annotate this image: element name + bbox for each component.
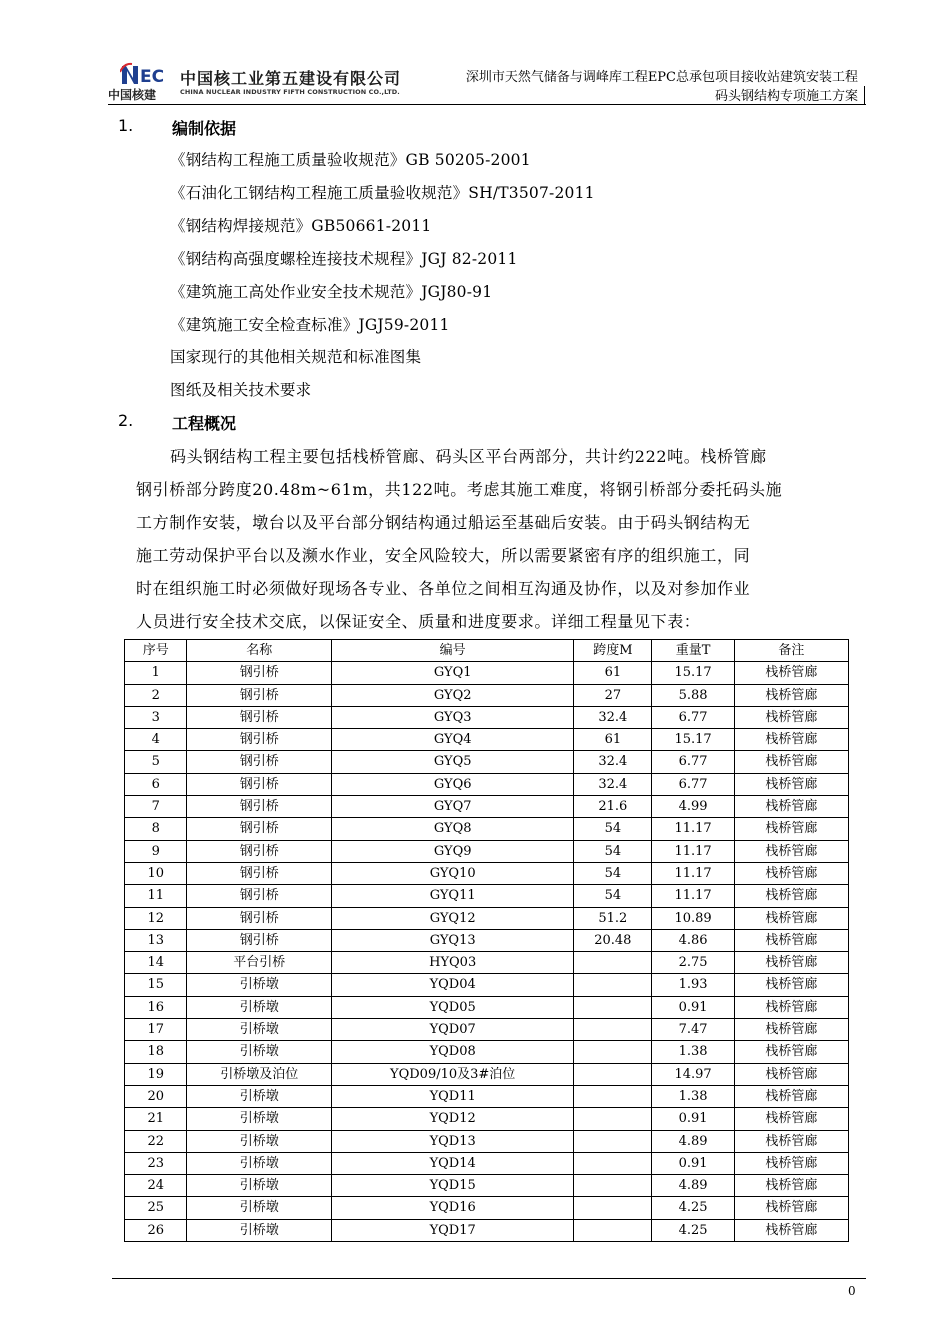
table-cell: 栈桥管廊 <box>734 818 848 840</box>
table-cell: GYQ7 <box>332 796 574 818</box>
table-cell: 11 <box>125 885 187 907</box>
table-row <box>125 1130 849 1152</box>
table-cell: GYQ3 <box>332 706 574 728</box>
table-cell: 10 <box>125 862 187 884</box>
table-cell: 栈桥管廊 <box>734 729 848 751</box>
table-cell: 栈桥管廊 <box>734 996 848 1018</box>
column-header: 序号 <box>125 640 187 662</box>
table-cell: 6.77 <box>652 751 734 773</box>
table-cell <box>574 1019 652 1041</box>
paragraph-line: 时在组织施工时必须做好现场各专业、各单位之间相互沟通及协作，以及对参加作业 <box>136 579 751 598</box>
doc-title: 码头钢结构专项施工方案 <box>714 89 858 104</box>
table-cell: 15.17 <box>652 729 734 751</box>
table-cell: 引桥墩 <box>187 1197 332 1219</box>
nec-logo-icon <box>120 62 170 86</box>
table-cell: GYQ4 <box>332 729 574 751</box>
table-cell: GYQ11 <box>332 885 574 907</box>
table-cell: 栈桥管廊 <box>734 885 848 907</box>
company-logo <box>108 56 172 102</box>
table-row <box>125 1152 849 1174</box>
table-cell: 引桥墩 <box>187 1152 332 1174</box>
table-cell: 栈桥管廊 <box>734 1041 848 1063</box>
table-cell: GYQ10 <box>332 862 574 884</box>
table-cell <box>574 1108 652 1130</box>
table-cell: YQD05 <box>332 996 574 1018</box>
table-cell: GYQ5 <box>332 751 574 773</box>
table-row <box>125 818 849 840</box>
table-cell: 钢引桥 <box>187 684 332 706</box>
table-cell: 3 <box>125 706 187 728</box>
table-cell: 54 <box>574 840 652 862</box>
paragraph-line: 工方制作安装，墩台以及平台部分钢结构通过船运至基础后安装。由于码头钢结构无 <box>136 513 751 532</box>
table-cell: 19 <box>125 1063 187 1085</box>
table-cell <box>574 1152 652 1174</box>
table-row <box>125 662 849 684</box>
table-row <box>125 1108 849 1130</box>
table-cell: 7 <box>125 796 187 818</box>
table-cell: GYQ6 <box>332 773 574 795</box>
table-cell: 栈桥管廊 <box>734 974 848 996</box>
table-cell: 栈桥管廊 <box>734 907 848 929</box>
table-cell: 引桥墩 <box>187 996 332 1018</box>
table-cell: 21 <box>125 1108 187 1130</box>
table-cell: 引桥墩 <box>187 974 332 996</box>
table-row <box>125 929 849 951</box>
table-row <box>125 1085 849 1107</box>
table-cell: 21.6 <box>574 796 652 818</box>
table-cell: YQD08 <box>332 1041 574 1063</box>
table-cell: 6 <box>125 773 187 795</box>
table-cell: GYQ1 <box>332 662 574 684</box>
table-cell: 9 <box>125 840 187 862</box>
table-cell: 栈桥管廊 <box>734 1130 848 1152</box>
table-cell: 引桥墩 <box>187 1108 332 1130</box>
table-cell: YQD09/10及3#泊位 <box>332 1063 574 1085</box>
table-cell: 1 <box>125 662 187 684</box>
reference-item: 《石油化工钢结构工程施工质量验收规范》SH/T3507-2011 <box>170 184 595 202</box>
table-cell: 24 <box>125 1175 187 1197</box>
reference-item: 《建筑施工高处作业安全技术规范》JGJ80-91 <box>170 283 493 301</box>
table-cell: 16 <box>125 996 187 1018</box>
table-cell <box>574 1175 652 1197</box>
table-cell: 26 <box>125 1219 187 1241</box>
table-cell: 14 <box>125 952 187 974</box>
table-row <box>125 706 849 728</box>
table-cell: 0.91 <box>652 996 734 1018</box>
reference-item: 《钢结构工程施工质量验收规范》GB 50205-2001 <box>170 151 531 169</box>
table-cell: 8 <box>125 818 187 840</box>
table-cell: 引桥墩 <box>187 1019 332 1041</box>
column-header: 重量T <box>652 640 734 662</box>
section-1-number: 1. <box>118 116 134 135</box>
table-cell: GYQ12 <box>332 907 574 929</box>
table-row <box>125 840 849 862</box>
table-cell: 20.48 <box>574 929 652 951</box>
table-cell <box>574 1197 652 1219</box>
table-cell <box>574 952 652 974</box>
table-cell: 栈桥管廊 <box>734 796 848 818</box>
page-number: 0 <box>848 1284 856 1298</box>
table-cell: YQD14 <box>332 1152 574 1174</box>
table-cell: 栈桥管廊 <box>734 862 848 884</box>
table-row <box>125 1063 849 1085</box>
table-cell: 2 <box>125 684 187 706</box>
table-cell: GYQ13 <box>332 929 574 951</box>
table-cell: 钢引桥 <box>187 796 332 818</box>
table-cell: 11.17 <box>652 818 734 840</box>
table-cell <box>574 1063 652 1085</box>
table-cell: YQD12 <box>332 1108 574 1130</box>
table-cell: 4.99 <box>652 796 734 818</box>
table-cell: 栈桥管廊 <box>734 1019 848 1041</box>
table-cell: 13 <box>125 929 187 951</box>
table-cell: YQD15 <box>332 1175 574 1197</box>
reference-item: 《钢结构高强度螺栓连接技术规程》JGJ 82-2011 <box>170 250 518 268</box>
table-cell: 栈桥管廊 <box>734 1063 848 1085</box>
column-header: 名称 <box>187 640 332 662</box>
table-cell: 钢引桥 <box>187 662 332 684</box>
column-header: 备注 <box>734 640 848 662</box>
table-row <box>125 885 849 907</box>
table-cell: 引桥墩 <box>187 1130 332 1152</box>
table-cell: 4.89 <box>652 1130 734 1152</box>
table-row <box>125 729 849 751</box>
table-cell: HYQ03 <box>332 952 574 974</box>
table-cell: 7.47 <box>652 1019 734 1041</box>
table-cell: 栈桥管廊 <box>734 1152 848 1174</box>
table-cell: 5.88 <box>652 684 734 706</box>
paragraph-line: 施工劳动保护平台以及濒水作业，安全风险较大，所以需要紧密有序的组织施工，同 <box>136 546 751 565</box>
table-cell <box>574 974 652 996</box>
table-cell: 0.91 <box>652 1108 734 1130</box>
table-cell: 4.25 <box>652 1219 734 1241</box>
table-cell: 6.77 <box>652 706 734 728</box>
header-vertical-divider <box>864 86 865 105</box>
table-cell: 2.75 <box>652 952 734 974</box>
table-cell: 15.17 <box>652 662 734 684</box>
company-name-en: CHINA NUCLEAR INDUSTRY FIFTH CONSTRUCTION CO.,LTD. <box>180 88 400 96</box>
paragraph-line: 人员进行安全技术交底，以保证安全、质量和进度要求。详细工程量见下表： <box>136 612 701 631</box>
table-cell: 6.77 <box>652 773 734 795</box>
table-cell: 10.89 <box>652 907 734 929</box>
table-cell: 栈桥管廊 <box>734 662 848 684</box>
column-header: 跨度M <box>574 640 652 662</box>
table-cell <box>574 996 652 1018</box>
table-cell: 4 <box>125 729 187 751</box>
table-row <box>125 907 849 929</box>
table-cell: 引桥墩 <box>187 1219 332 1241</box>
table-cell: 23 <box>125 1152 187 1174</box>
table-cell: YQD13 <box>332 1130 574 1152</box>
table-cell: YQD04 <box>332 974 574 996</box>
table-cell: 引桥墩 <box>187 1175 332 1197</box>
table-cell <box>574 1041 652 1063</box>
table-cell: 栈桥管廊 <box>734 773 848 795</box>
reference-item: 《建筑施工安全检查标准》JGJ59-2011 <box>170 316 450 334</box>
project-title: 深圳市天然气储备与调峰库工程EPC总承包项目接收站建筑安装工程 <box>465 70 858 85</box>
table-row <box>125 1219 849 1241</box>
paragraph-line: 码头钢结构工程主要包括栈桥管廊、码头区平台两部分，共计约222吨。栈桥管廊 <box>170 447 767 466</box>
table-cell: 4.86 <box>652 929 734 951</box>
table-cell: 4.89 <box>652 1175 734 1197</box>
table-cell: 钢引桥 <box>187 840 332 862</box>
table-cell: 钢引桥 <box>187 907 332 929</box>
table-cell: 钢引桥 <box>187 929 332 951</box>
table-cell: 栈桥管廊 <box>734 1219 848 1241</box>
table-cell: YQD11 <box>332 1085 574 1107</box>
table-row <box>125 952 849 974</box>
table-cell: 15 <box>125 974 187 996</box>
header-divider <box>108 104 866 105</box>
table-row <box>125 1175 849 1197</box>
table-cell: 11.17 <box>652 885 734 907</box>
table-cell: 平台引桥 <box>187 952 332 974</box>
table-cell: 栈桥管廊 <box>734 1108 848 1130</box>
column-header: 编号 <box>332 640 574 662</box>
table-cell: 11.17 <box>652 862 734 884</box>
table-cell: 引桥墩 <box>187 1085 332 1107</box>
table-cell: 1.93 <box>652 974 734 996</box>
table-row <box>125 996 849 1018</box>
table-cell: 22 <box>125 1130 187 1152</box>
table-cell: 钢引桥 <box>187 818 332 840</box>
table-cell: 栈桥管廊 <box>734 1085 848 1107</box>
table-row <box>125 796 849 818</box>
table-row <box>125 1041 849 1063</box>
table-cell: 54 <box>574 818 652 840</box>
footer-divider <box>112 1278 866 1279</box>
table-cell: 栈桥管廊 <box>734 706 848 728</box>
table-cell: 栈桥管廊 <box>734 1175 848 1197</box>
table-body <box>125 662 849 1242</box>
table-cell <box>574 1130 652 1152</box>
table-cell <box>574 1219 652 1241</box>
table-cell: 5 <box>125 751 187 773</box>
table-cell: 1.38 <box>652 1041 734 1063</box>
table-cell: 栈桥管廊 <box>734 751 848 773</box>
table-cell: 栈桥管廊 <box>734 684 848 706</box>
company-name-zh: 中国核工业第五建设有限公司 <box>180 69 402 88</box>
table-cell: 61 <box>574 729 652 751</box>
table-row <box>125 862 849 884</box>
table-cell: 11.17 <box>652 840 734 862</box>
reference-item: 《钢结构焊接规范》GB50661-2011 <box>170 217 432 235</box>
table-cell: 32.4 <box>574 751 652 773</box>
table-cell: GYQ2 <box>332 684 574 706</box>
table-cell: 54 <box>574 885 652 907</box>
table-cell: 栈桥管廊 <box>734 952 848 974</box>
table-header-row <box>125 640 849 662</box>
table-cell: 17 <box>125 1019 187 1041</box>
quantity-table <box>124 639 849 1242</box>
table-cell: 25 <box>125 1197 187 1219</box>
svg-text:EC: EC <box>140 67 165 86</box>
table-cell: 钢引桥 <box>187 706 332 728</box>
table-row <box>125 751 849 773</box>
table-cell: 钢引桥 <box>187 885 332 907</box>
table-cell: 钢引桥 <box>187 773 332 795</box>
table-row <box>125 1197 849 1219</box>
table-cell: 14.97 <box>652 1063 734 1085</box>
section-2-number: 2. <box>118 411 134 430</box>
table-cell: 钢引桥 <box>187 729 332 751</box>
table-cell: 钢引桥 <box>187 862 332 884</box>
table-cell: 54 <box>574 862 652 884</box>
table-row <box>125 1019 849 1041</box>
table-row <box>125 974 849 996</box>
section-2-title: 工程概况 <box>172 414 237 433</box>
table-cell: 18 <box>125 1041 187 1063</box>
reference-item: 图纸及相关技术要求 <box>170 381 312 399</box>
table-cell: 栈桥管廊 <box>734 929 848 951</box>
table-cell: YQD07 <box>332 1019 574 1041</box>
paragraph-line: 钢引桥部分跨度20.48m~61m，共122吨。考虑其施工难度，将钢引桥部分委托码头施 <box>136 480 783 499</box>
table-cell: 钢引桥 <box>187 751 332 773</box>
table-cell: 栈桥管廊 <box>734 1197 848 1219</box>
table-cell: 51.2 <box>574 907 652 929</box>
table-cell: 32.4 <box>574 706 652 728</box>
table-cell: 栈桥管廊 <box>734 840 848 862</box>
table-cell: GYQ8 <box>332 818 574 840</box>
table-row <box>125 773 849 795</box>
table-cell: 4.25 <box>652 1197 734 1219</box>
table-cell: YQD16 <box>332 1197 574 1219</box>
table-cell: GYQ9 <box>332 840 574 862</box>
table-cell: 0.91 <box>652 1152 734 1174</box>
table-cell: 引桥墩及泊位 <box>187 1063 332 1085</box>
reference-item: 国家现行的其他相关规范和标准图集 <box>170 348 422 366</box>
table-row <box>125 684 849 706</box>
logo-caption: 中国核建 <box>108 88 157 102</box>
page-header <box>108 56 866 104</box>
table-cell: 20 <box>125 1085 187 1107</box>
table-cell <box>574 1085 652 1107</box>
table-cell: 27 <box>574 684 652 706</box>
table-cell: 1.38 <box>652 1085 734 1107</box>
table-cell: YQD17 <box>332 1219 574 1241</box>
section-1-title: 编制依据 <box>172 119 237 138</box>
table-cell: 12 <box>125 907 187 929</box>
table-cell: 32.4 <box>574 773 652 795</box>
table-cell: 引桥墩 <box>187 1041 332 1063</box>
table-cell: 61 <box>574 662 652 684</box>
